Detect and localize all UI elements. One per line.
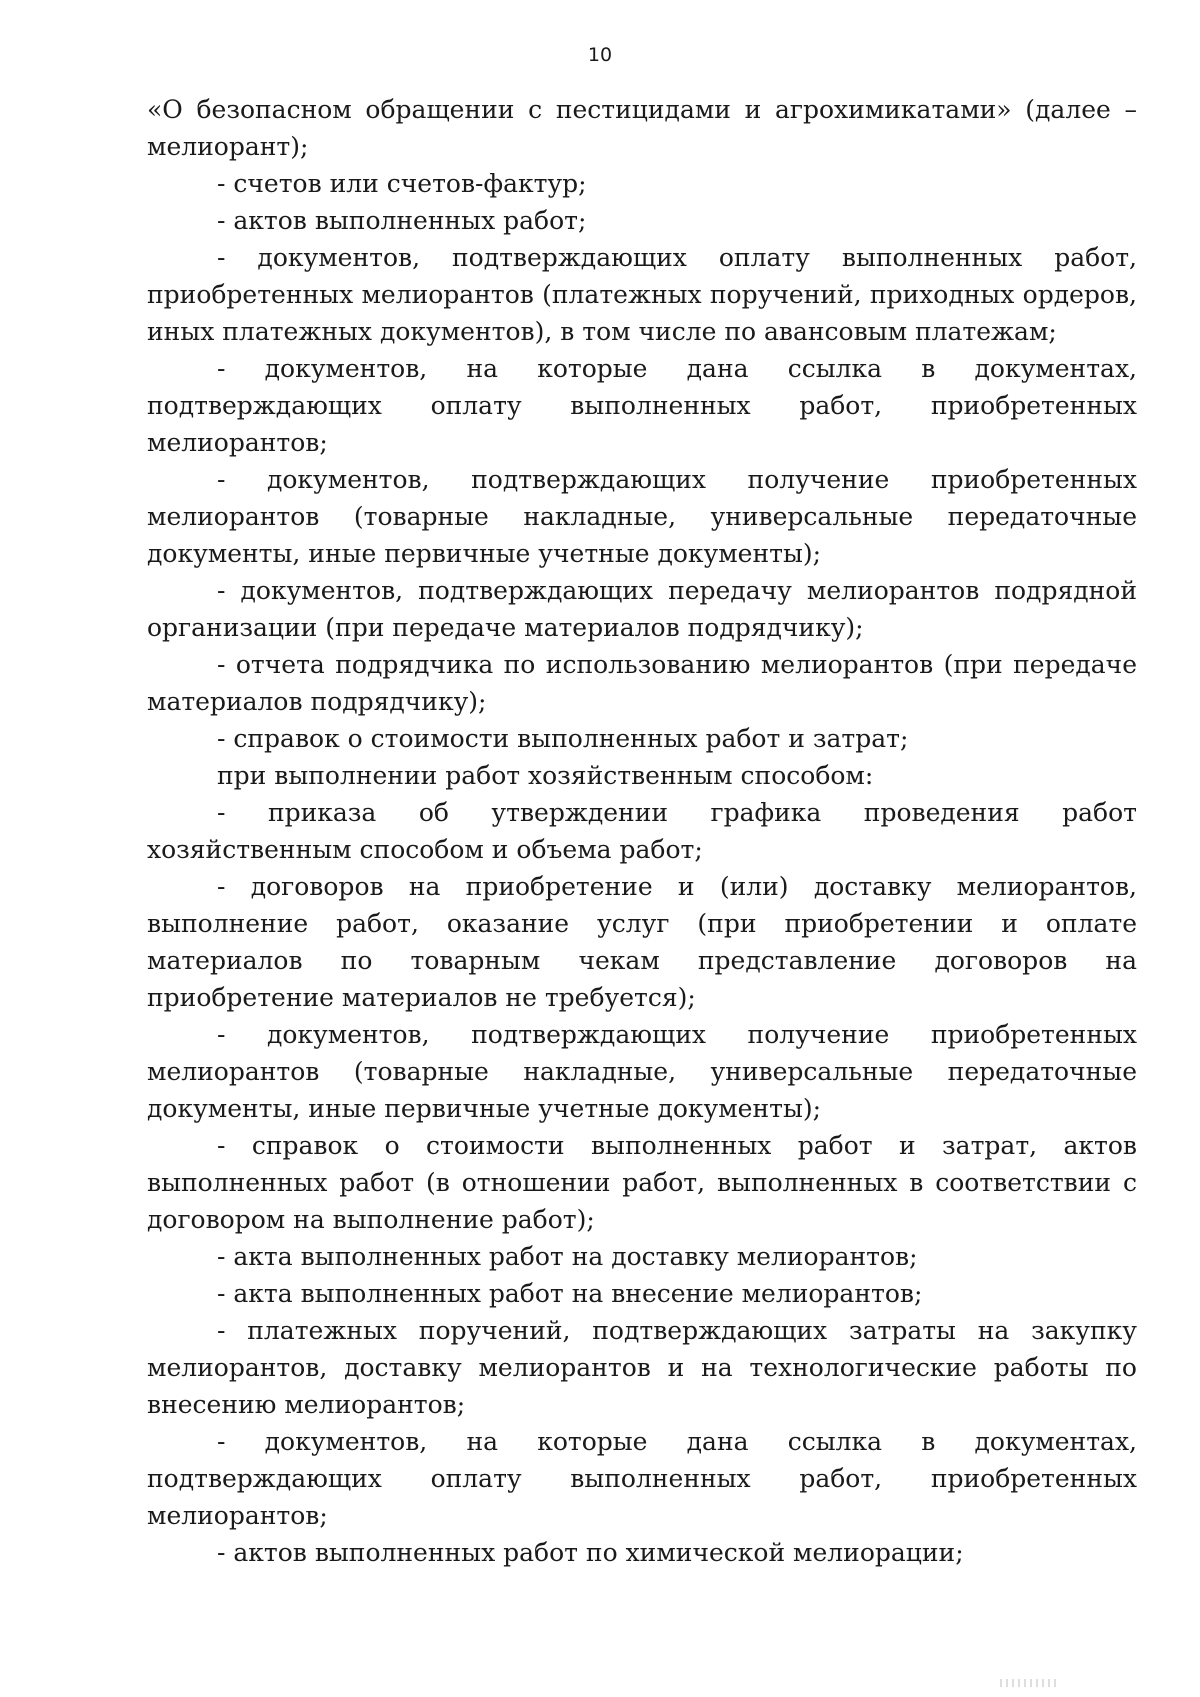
list-item: - документов, подтверждающих получение приобретенных мелиорантов (товарные накладные, универсальные передаточные документы, иные первичные учетные документы); (147, 465, 1137, 568)
section-lead: при выполнении работ хозяйственным способом: (217, 761, 874, 790)
page-number: 10 (587, 44, 613, 66)
list-item: - актов выполненных работ; (217, 206, 587, 235)
list-item: - документов, на которые дана ссылка в документах, подтверждающих оплату выполненных работ, приобретенных мелиорантов; (147, 1427, 1137, 1530)
list-item: - договоров на приобретение и (или) доставку мелиорантов, выполнение работ, оказание услуг (при приобретении и оплате материалов по товарным чекам представление договоров на приобретение материалов не требуется); (147, 872, 1137, 1012)
list-item: - отчета подрядчика по использованию мелиорантов (при передаче материалов подрядчику); (147, 650, 1137, 716)
paragraph: «О безопасном обращении с пестицидами и агрохимикатами» (далее – мелиорант); (147, 95, 1137, 161)
list-item: - документов, подтверждающих получение приобретенных мелиорантов (товарные накладные, универсальные передаточные документы, иные первичные учетные документы); (147, 1020, 1137, 1123)
list-item: - справок о стоимости выполненных работ и затрат, актов выполненных работ (в отношении работ, выполненных в соответствии с договором на выполнение работ); (147, 1131, 1137, 1234)
list-item: - платежных поручений, подтверждающих затраты на закупку мелиорантов, доставку мелиорантов и на технологические работы по внесению мелиорантов; (147, 1316, 1137, 1419)
list-item: - документов, подтверждающих оплату выполненных работ, приобретенных мелиорантов (платежных поручений, приходных ордеров, иных платежных документов), в том числе по авансовым платежам; (147, 243, 1137, 346)
list-item: - справок о стоимости выполненных работ и затрат; (217, 724, 909, 753)
list-item: - приказа об утверждении графика проведения работ хозяйственным способом и объема работ; (147, 798, 1137, 864)
document-body (147, 91, 1137, 1571)
list-item: - акта выполненных работ на внесение мелиорантов; (217, 1279, 923, 1308)
list-item: - документов, на которые дана ссылка в документах, подтверждающих оплату выполненных работ, приобретенных мелиорантов; (147, 354, 1137, 457)
list-item: - счетов или счетов-фактур; (217, 169, 587, 198)
list-item: - документов, подтверждающих передачу мелиорантов подрядной организации (при передаче материалов подрядчику); (147, 576, 1137, 642)
list-item: - акта выполненных работ на доставку мелиорантов; (217, 1242, 918, 1271)
scan-artifact (1000, 1679, 1060, 1687)
list-item: - актов выполненных работ по химической мелиорации; (217, 1538, 964, 1567)
